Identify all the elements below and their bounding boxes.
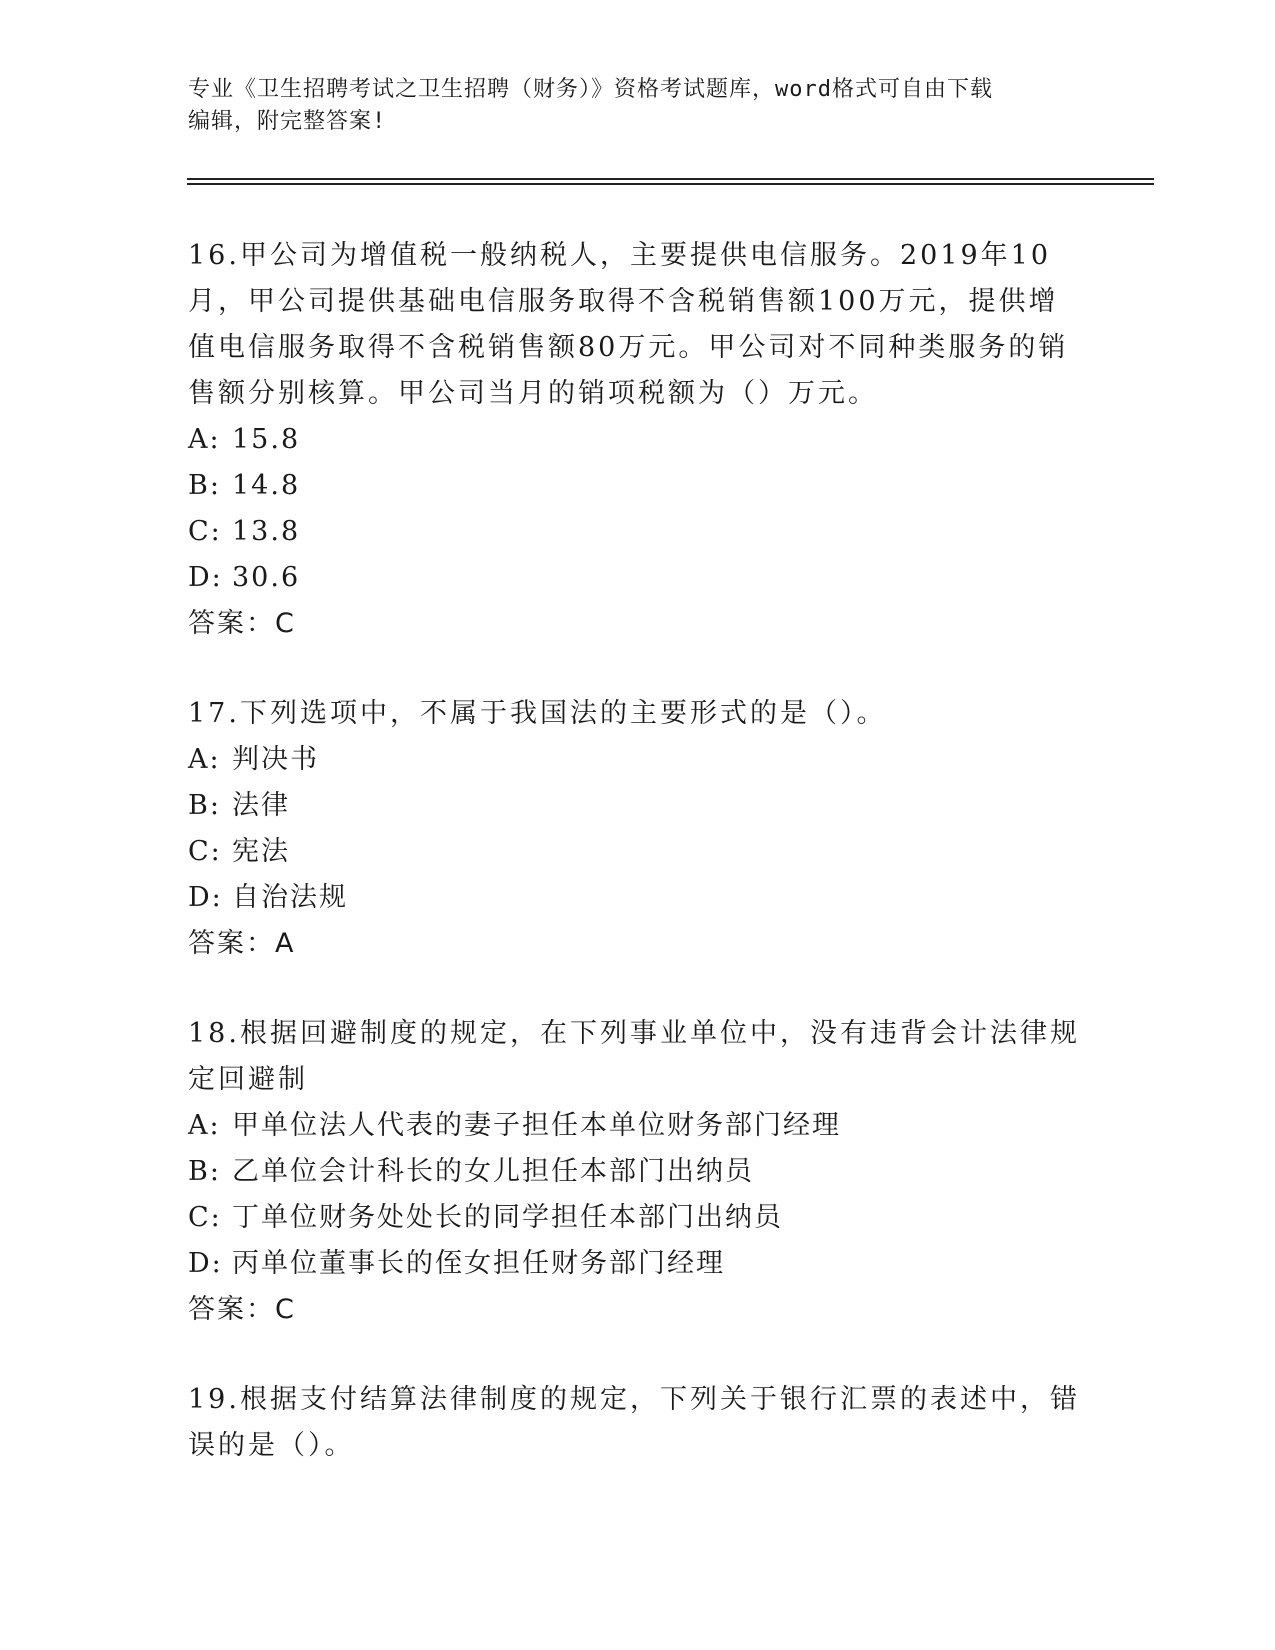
question-text: 16.甲公司为增值税一般纳税人，主要提供电信服务。2019年10月，甲公司提供基础电信服务取得不含税销售额100万元，提供增值电信服务取得不含税销售额80万元。甲公司对不同种类服务的销售额分别核算。甲公司当月的销项税额为（）万元。 [188, 240, 1069, 409]
option-text: 判决书 [232, 744, 319, 775]
question-19 [188, 1377, 1088, 1469]
option-a [188, 737, 1088, 783]
option-letter: D: [188, 562, 223, 593]
question-text: 19.根据支付结算法律制度的规定，下列关于银行汇票的表述中，错误的是（）。 [188, 1384, 1080, 1461]
option-text: 丁单位财务处处长的同学担任本部门出纳员 [232, 1202, 783, 1233]
option-text: 乙单位会计科长的女儿担任本部门出纳员 [232, 1156, 754, 1187]
question-list [188, 233, 1088, 1469]
option-letter: B: [188, 1156, 221, 1187]
document-header [188, 74, 1088, 138]
option-c [188, 1195, 1088, 1241]
question-text: 18.根据回避制度的规定，在下列事业单位中，没有违背会计法律规定回避制 [188, 1018, 1080, 1095]
option-text: 15.8 [232, 424, 301, 455]
option-letter: C: [188, 516, 222, 547]
question-text: 17.下列选项中，不属于我国法的主要形式的是（）。 [188, 698, 887, 729]
option-text: 丙单位董事长的侄女担任财务部门经理 [232, 1248, 725, 1279]
option-text: 13.8 [232, 516, 301, 547]
option-c [188, 509, 1088, 555]
option-text: 自治法规 [232, 882, 348, 913]
option-letter: A: [188, 1110, 221, 1141]
option-letter: D: [188, 882, 223, 913]
option-a [188, 417, 1088, 463]
option-letter: A: [188, 424, 221, 455]
question-16 [188, 233, 1088, 647]
option-letter: A: [188, 744, 221, 775]
question-17 [188, 691, 1088, 967]
answer-line: 答案：C [188, 608, 296, 639]
answer-line: 答案：A [188, 928, 296, 959]
option-text: 甲单位法人代表的妻子担任本单位财务部门经理 [232, 1110, 841, 1141]
question-18 [188, 1011, 1088, 1333]
option-b [188, 463, 1088, 509]
option-b [188, 1149, 1088, 1195]
header-divider-bottom [187, 183, 1154, 185]
option-b [188, 783, 1088, 829]
option-a [188, 1103, 1088, 1149]
header-line-2: 编辑，附完整答案! [188, 109, 387, 134]
header-divider-top [187, 178, 1154, 180]
option-d [188, 1241, 1088, 1287]
option-letter: D: [188, 1248, 223, 1279]
option-c [188, 829, 1088, 875]
option-d [188, 875, 1088, 921]
answer-line: 答案：C [188, 1294, 296, 1325]
option-letter: C: [188, 1202, 222, 1233]
option-letter: B: [188, 790, 221, 821]
header-line-1: 专业《卫生招聘考试之卫生招聘（财务）》资格考试题库，word格式可自由下载 [188, 77, 993, 102]
option-text: 法律 [232, 790, 290, 821]
option-letter: B: [188, 470, 221, 501]
option-text: 30.6 [232, 562, 301, 593]
option-text: 14.8 [232, 470, 301, 501]
option-d [188, 555, 1088, 601]
option-text: 宪法 [232, 836, 290, 867]
option-letter: C: [188, 836, 222, 867]
